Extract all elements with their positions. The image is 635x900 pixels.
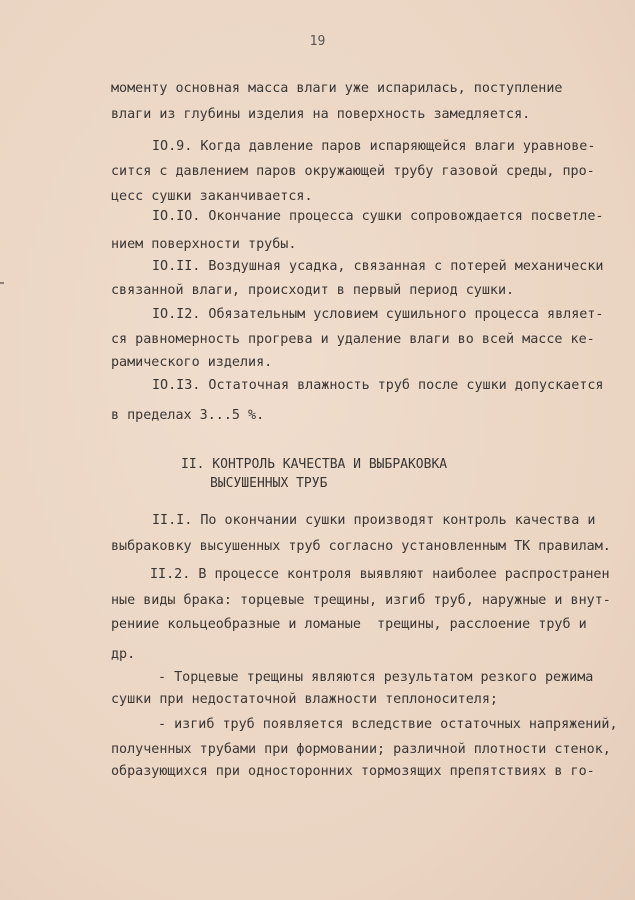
text-line: IO.I3. Остаточная влажность труб после сушки допускается xyxy=(152,378,604,393)
text-line: влаги из глубины изделия на поверхность замедляется. xyxy=(111,107,531,122)
margin-mark xyxy=(0,282,4,284)
text-line: - Торцевые трещины являются результатом резкого режима xyxy=(158,670,594,685)
text-line: сится с давлением паров окружающей трубу газовой среды, про- xyxy=(111,164,595,179)
text-line: моменту основная масса влаги уже испарилась, поступление xyxy=(111,81,563,96)
section-heading: ВЫСУШЕННЫХ ТРУБ xyxy=(210,476,328,491)
section-heading: II. КОНТРОЛЬ КАЧЕСТВА И ВЫБРАКОВКА xyxy=(181,457,448,472)
text-line: связанной влаги, происходит в первый период сушки. xyxy=(111,283,515,298)
text-line: ся равномерность прогрева и удаление влаги во всей массе ке- xyxy=(111,332,595,347)
text-line: образующихся при односторонних тормозящих препятствиях в го- xyxy=(111,764,595,779)
text-line: выбраковку высушенных труб согласно установленным ТК правилам. xyxy=(111,539,611,554)
text-line: ные виды брака: торцевые трещины, изгиб труб, наружные и внут- xyxy=(111,593,611,608)
text-line: нием поверхности трубы. xyxy=(111,237,297,252)
text-line: цесс сушки заканчивается. xyxy=(111,189,313,204)
text-line: рамического изделия. xyxy=(111,355,273,370)
text-line: полученных трубами при формовании; различной плотности стенок, xyxy=(111,742,611,757)
text-line: IO.II. Воздушная усадка, связанная с потерей механически xyxy=(152,259,604,274)
text-line: в пределах 3...5 %. xyxy=(111,408,265,423)
text-line: рениие кольцеобразные и ломаные трещины, расслоение труб и xyxy=(111,617,587,632)
text-line: IO.I2. Обязательным условием сушильного процесса являет- xyxy=(152,307,604,322)
text-line: II.2. В процессе контроля выявляют наиболее распространен xyxy=(150,567,610,582)
text-line: II.I. По окончании сушки производят контроль качества и xyxy=(152,513,596,528)
text-line: др. xyxy=(111,647,136,662)
page-number: 19 xyxy=(309,34,326,49)
text-line: сушки при недостаточной влажности теплоносителя; xyxy=(111,692,498,707)
text-line: - изгиб труб появляется вследствие остаточных напряжений, xyxy=(158,717,618,732)
text-line: IO.IO. Окончание процесса сушки сопровождается посветле- xyxy=(152,209,604,224)
text-line: IO.9. Когда давление паров испаряющейся влаги уравнове- xyxy=(152,139,596,154)
